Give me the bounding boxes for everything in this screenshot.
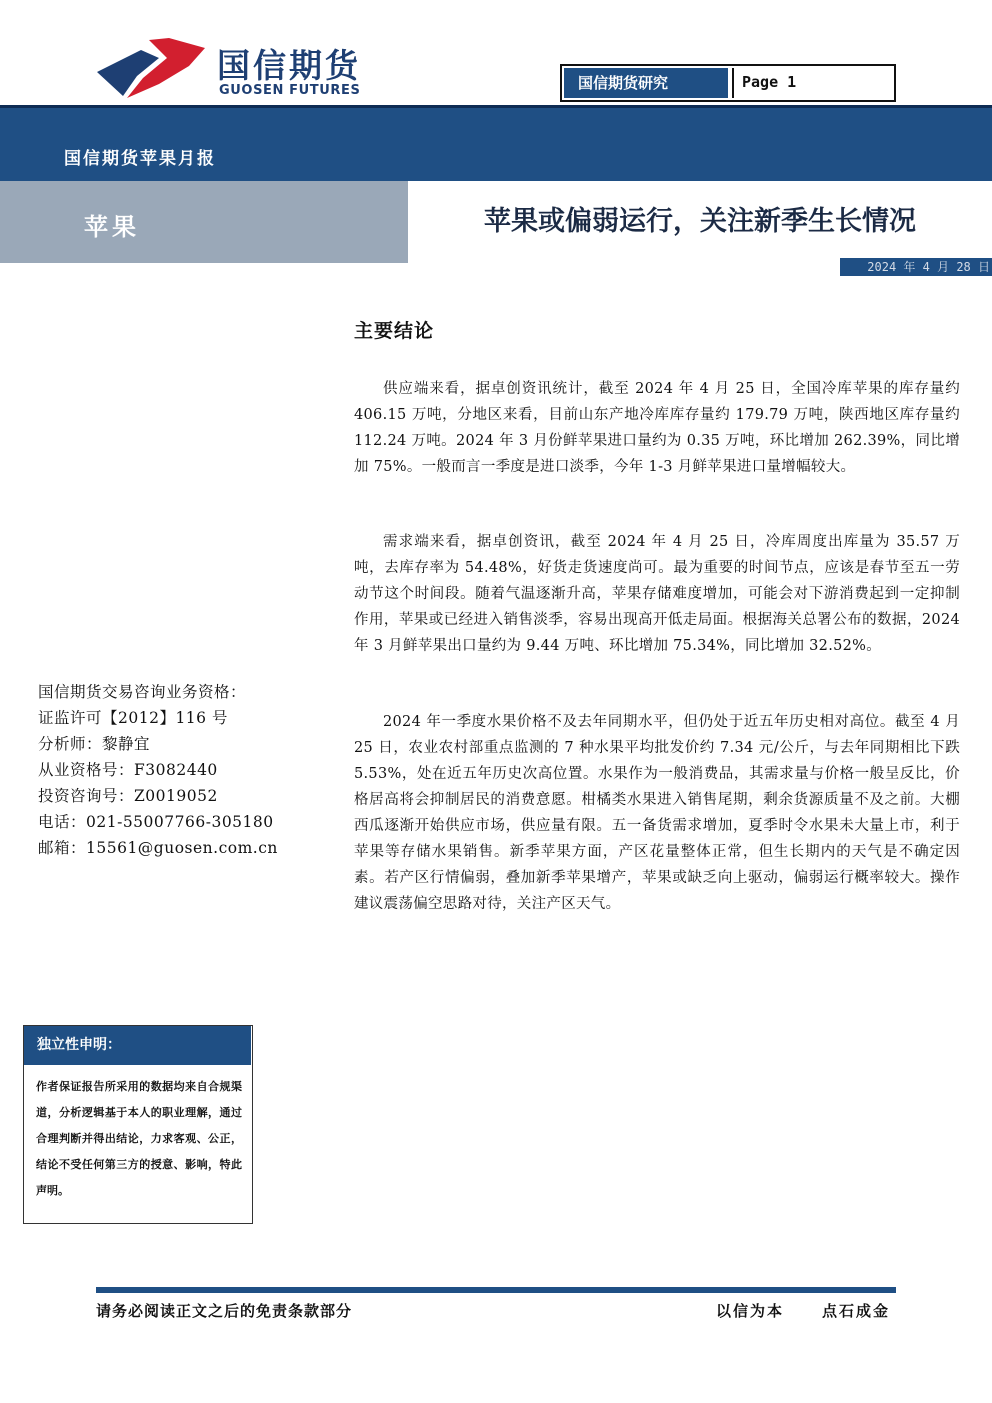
email-link[interactable]: 邮箱：15561@guosen.com.cn	[38, 839, 278, 857]
paragraph-supply: 供应端来看，据卓创资讯统计，截至 2024 年 4 月 25 日，全国冷库苹果的库存量约 406.15 万吨，分地区来看，目前山东产地冷库库存量约 179.79 万吨，陕西地区库存量约 112.24 万吨。2024 年 3 月份鲜苹果进口量约为 0.35 万吨，环比增加 262.39%，同比增加 75%。一般而言一季度是进口淡季，今年 1-3 月鲜苹果进口量增幅较大。	[354, 381, 960, 475]
page-number: Page 1	[732, 68, 890, 98]
report-date: 2024 年 4 月 28 日	[867, 260, 990, 274]
report-series-band	[0, 105, 992, 181]
category-band	[0, 181, 408, 263]
independence-title: 独立性申明：	[24, 1026, 251, 1065]
company-logo	[97, 36, 387, 106]
page-badge	[560, 64, 896, 102]
paragraph-demand: 需求端来看，据卓创资讯，截至 2024 年 4 月 25 日，冷库周度出库量为 35.57 万吨，去库存率为 54.48%，好货走货速度尚可。最为重要的时间节点，应该是春节至五一劳动节这个时间段。随着气温逐渐升高，苹果存储难度增加，可能会对下游消费起到一定抑制作用，苹果或已经进入销售淡季，容易出现高开低走局面。根据海关总署公布的数据，2024 年 3 月鲜苹果出口量约为 9.44 万吨、环比增加 75.34%，同比增加 32.52%。	[354, 534, 960, 654]
footer-slogan-2: 点石成金	[822, 1302, 891, 1320]
analyst-line: 分析师：黎静宜	[38, 735, 151, 753]
logo-name-cn: 国信期货	[217, 46, 361, 85]
qualification-line: 国信期货交易咨询业务资格：	[38, 683, 247, 701]
logo-name-en: GUOSEN FUTURES	[219, 83, 361, 98]
report-series-title: 国信期货苹果月报	[64, 149, 216, 169]
analyst-contact	[38, 679, 328, 861]
advisory-no-line: 投资咨询号：Z0019052	[38, 787, 218, 805]
footer-slogan-1: 以信为本	[716, 1302, 785, 1320]
practice-no-line: 从业资格号：F3082440	[38, 761, 218, 779]
license-line: 证监许可【2012】116 号	[38, 709, 228, 727]
research-label: 国信期货研究	[564, 68, 728, 98]
phone-line: 电话：021-55007766-305180	[38, 813, 274, 831]
footer-divider	[96, 1287, 896, 1293]
report-headline: 苹果或偏弱运行，关注新季生长情况	[484, 206, 916, 237]
section-title: 主要结论	[354, 320, 435, 342]
date-strip	[840, 258, 992, 276]
independence-statement	[23, 1025, 253, 1224]
independence-body: 作者保证报告所采用的数据均来自合规渠道，分析逻辑基于本人的职业理解，通过合理判断并得出结论，力求客观、公正，结论不受任何第三方的授意、影响，特此声明。	[36, 1080, 242, 1197]
logo-mark-icon	[97, 36, 207, 102]
paragraph-outlook: 2024 年一季度水果价格不及去年同期水平，但仍处于近五年历史相对高位。截至 4 月 25 日，农业农村部重点监测的 7 种水果平均批发价约 7.34 元/公斤，与去年同期相比下跌 5.53%，处在近五年历史次高位置。水果作为一般消费品，其需求量与价格一般呈反比，价格居高将会抑制居民的消费意愿。柑橘类水果进入销售尾期，剩余货源质量不及之前。大棚西瓜逐渐开始供应市场，供应量有限。五一备货需求增加，夏季时令水果未大量上市，利于苹果等存储水果销售。新季苹果方面，产区花量整体正常，但生长期内的天气是不确定因素。若产区行情偏弱，叠加新季苹果增产，苹果或缺乏向上驱动，偏弱运行概率较大。操作建议震荡偏空思路对待，关注产区天气。	[354, 714, 960, 912]
footer-disclaimer: 请务必阅读正文之后的免责条款部分	[96, 1302, 353, 1320]
category-label: 苹果	[84, 212, 140, 241]
